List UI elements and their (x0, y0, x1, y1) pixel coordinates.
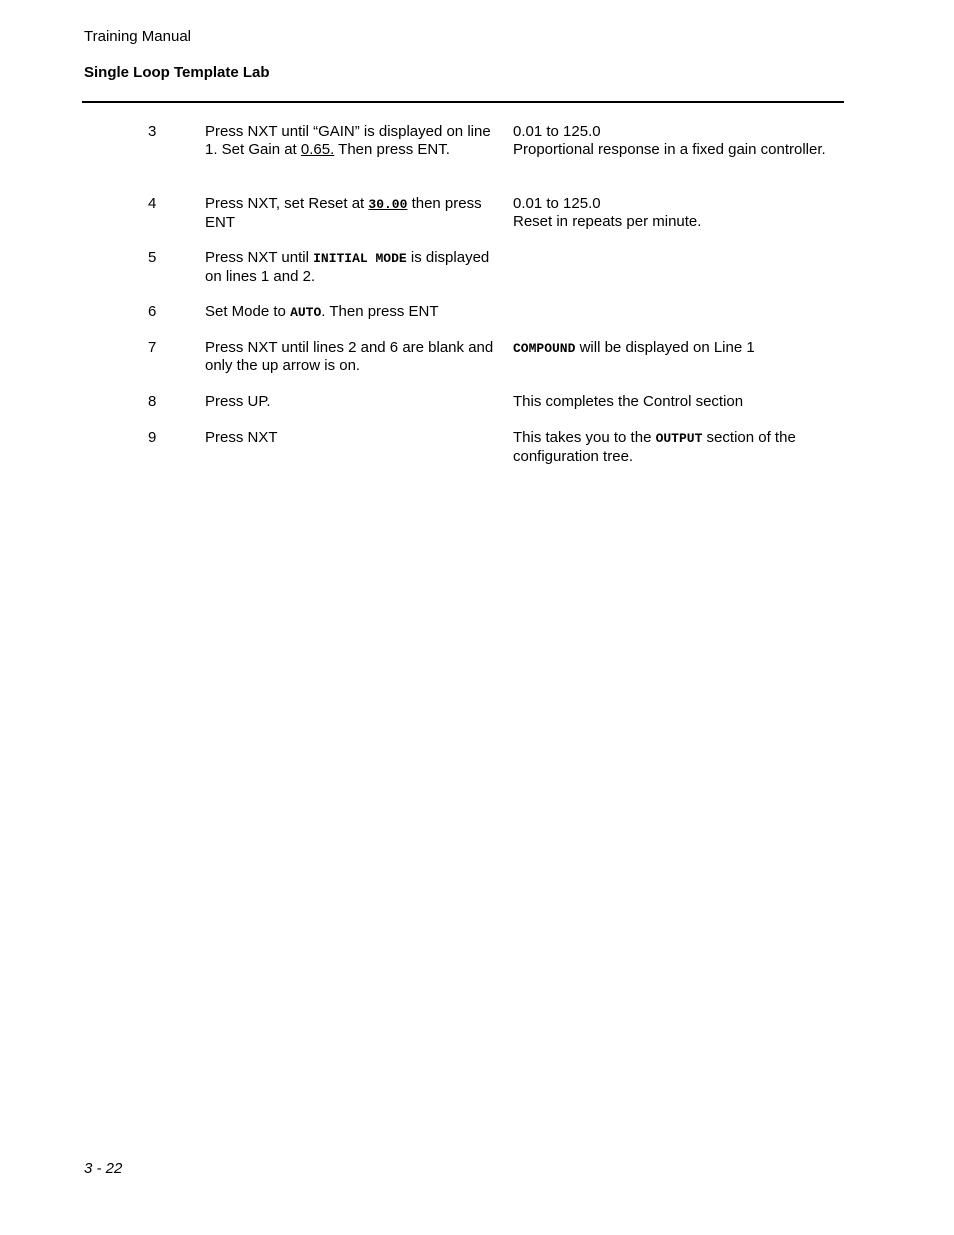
step-number: 5 (148, 249, 157, 266)
display-text: OUTPUT (655, 431, 703, 446)
page-number: 3 - 22 (84, 1160, 123, 1177)
instruction-text: then press ENT (205, 195, 482, 231)
gain-value: 0.65. (300, 141, 335, 158)
instruction-text: Press NXT until “GAIN” is displayed on line 1. Set Gain at (205, 123, 491, 158)
step-number: 6 (148, 303, 157, 320)
note-text: This takes you to the (513, 429, 656, 446)
note-text: will be displayed on Line 1 (575, 339, 755, 356)
step-number: 8 (148, 393, 157, 410)
step-instruction (205, 195, 495, 232)
step-note (513, 429, 853, 466)
instruction-text: Then press ENT. (334, 141, 450, 158)
step-note (513, 339, 853, 358)
instruction-text: Press NXT, set Reset at (205, 195, 369, 212)
note-text: Proportional response in a fixed gain controller. (513, 141, 826, 158)
section-title: Single Loop Template Lab (84, 64, 270, 81)
instruction-text: Set Mode to (205, 303, 291, 320)
range-text: 0.01 to 125.0 (513, 195, 601, 212)
range-text: 0.01 to 125.0 (513, 123, 601, 140)
display-text: AUTO (290, 305, 322, 320)
step-number: 9 (148, 429, 157, 446)
document-title: Training Manual (84, 28, 191, 45)
instruction-text: Press NXT until (205, 249, 314, 266)
header-divider (82, 101, 844, 103)
display-text: COMPOUND (513, 341, 576, 356)
step-instruction (205, 303, 495, 322)
instruction-text: Press NXT (205, 429, 278, 446)
step-instruction (205, 429, 495, 447)
step-instruction (205, 249, 495, 286)
instruction-text: Press NXT until lines 2 and 6 are blank and only the up arrow is on. (205, 339, 494, 374)
instruction-text: Press UP. (205, 393, 271, 410)
step-note (513, 123, 853, 159)
step-note (513, 195, 853, 231)
step-note (513, 393, 853, 411)
step-number: 4 (148, 195, 157, 212)
display-text: INITIAL MODE (313, 251, 407, 266)
instruction-text: . Then press ENT (321, 303, 439, 320)
note-text: Reset in repeats per minute. (513, 213, 702, 230)
step-instruction (205, 123, 495, 159)
note-text: section of the configuration tree. (513, 429, 796, 465)
note-text: This completes the Control section (513, 393, 744, 410)
step-number: 3 (148, 123, 157, 140)
instruction-text: is displayed on lines 1 and 2. (205, 249, 490, 285)
step-number: 7 (148, 339, 157, 356)
reset-value: 30.00 (368, 197, 408, 212)
step-instruction (205, 339, 495, 375)
step-instruction (205, 393, 495, 411)
